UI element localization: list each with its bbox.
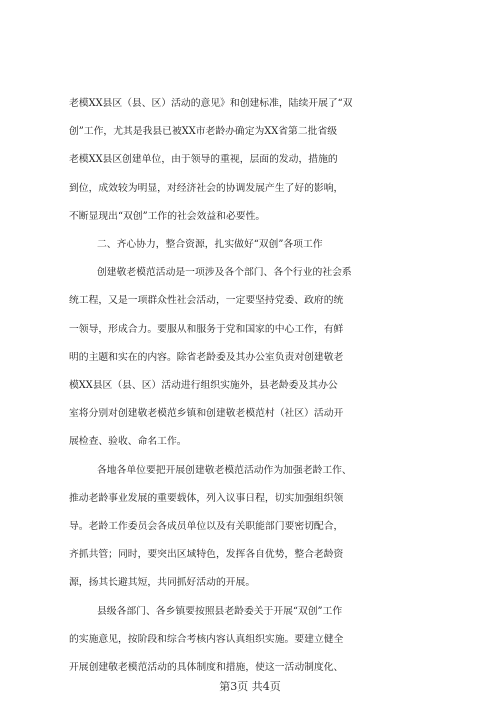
- body-line: 创建敬老模范活动是一项涉及各个部门、各个行业的社会系: [97, 267, 352, 279]
- body-line: 老模XX县区创建单位，由于领导的重视，层面的发动，措施的: [69, 154, 338, 166]
- body-line: 老模XX县区（县、区）活动的意见》和创建标准，陆续开展了“双: [69, 98, 353, 109]
- page-number: 第3页 共4页: [219, 680, 281, 693]
- body-line: 县级各部门、各乡镇要按照县老龄委关于开展“双创”工作: [97, 605, 343, 617]
- body-line: 导。老龄工作委员会各成员单位以及有关职能部门要密切配合，: [69, 521, 344, 532]
- body-line: 创”工作，尤其是我县已被XX市老龄办确定为XX省第二批省级: [69, 126, 338, 138]
- body-line: 明的主题和实在的内容。除省老龄委及其办公室负责对创建敬老: [69, 351, 344, 363]
- body-line: 开展创建敬老模范活动的具体制度和措施，使这一活动制度化、: [69, 662, 344, 673]
- body-line: 室将分别对创建敬老模范乡镇和创建敬老模范村（社区）活动开: [69, 408, 344, 420]
- body-line: 推动老龄事业发展的重要载体，列入议事日程，切实加强组织领: [69, 492, 344, 504]
- body-line: 不断显现出“双创”工作的社会效益和必要性。: [69, 210, 266, 222]
- body-line: 统工程，又是一项群众性社会活动，一定要坚持党委、政府的统: [69, 295, 344, 307]
- body-line: 到位，成效较为明显，对经济社会的协调发展产生了好的影响，: [69, 182, 344, 194]
- body-line: 各地各单位要把开展创建敬老模范活动作为加强老龄工作、: [97, 464, 352, 476]
- section-heading: 二、齐心协力，整合资源，扎实做好“双创”各项工作: [97, 239, 323, 250]
- body-line: 的实施意见，按阶段和综合考核内容认真组织实施。要建立健全: [69, 633, 344, 645]
- body-line: 展检查、验收、命名工作。: [69, 436, 187, 448]
- body-line: 源，扬其长避其短，共同抓好活动的开展。: [69, 577, 256, 589]
- body-line: 一领导，形成合力。要服从和服务于党和国家的中心工作，有鲜: [69, 323, 344, 335]
- body-line: 模XX县区（县、区）活动进行组织实施外，县老龄委及其办公: [69, 380, 338, 391]
- body-line: 齐抓共管；同时，要突出区域特色，发挥各自优势，整合老龄资: [69, 549, 344, 561]
